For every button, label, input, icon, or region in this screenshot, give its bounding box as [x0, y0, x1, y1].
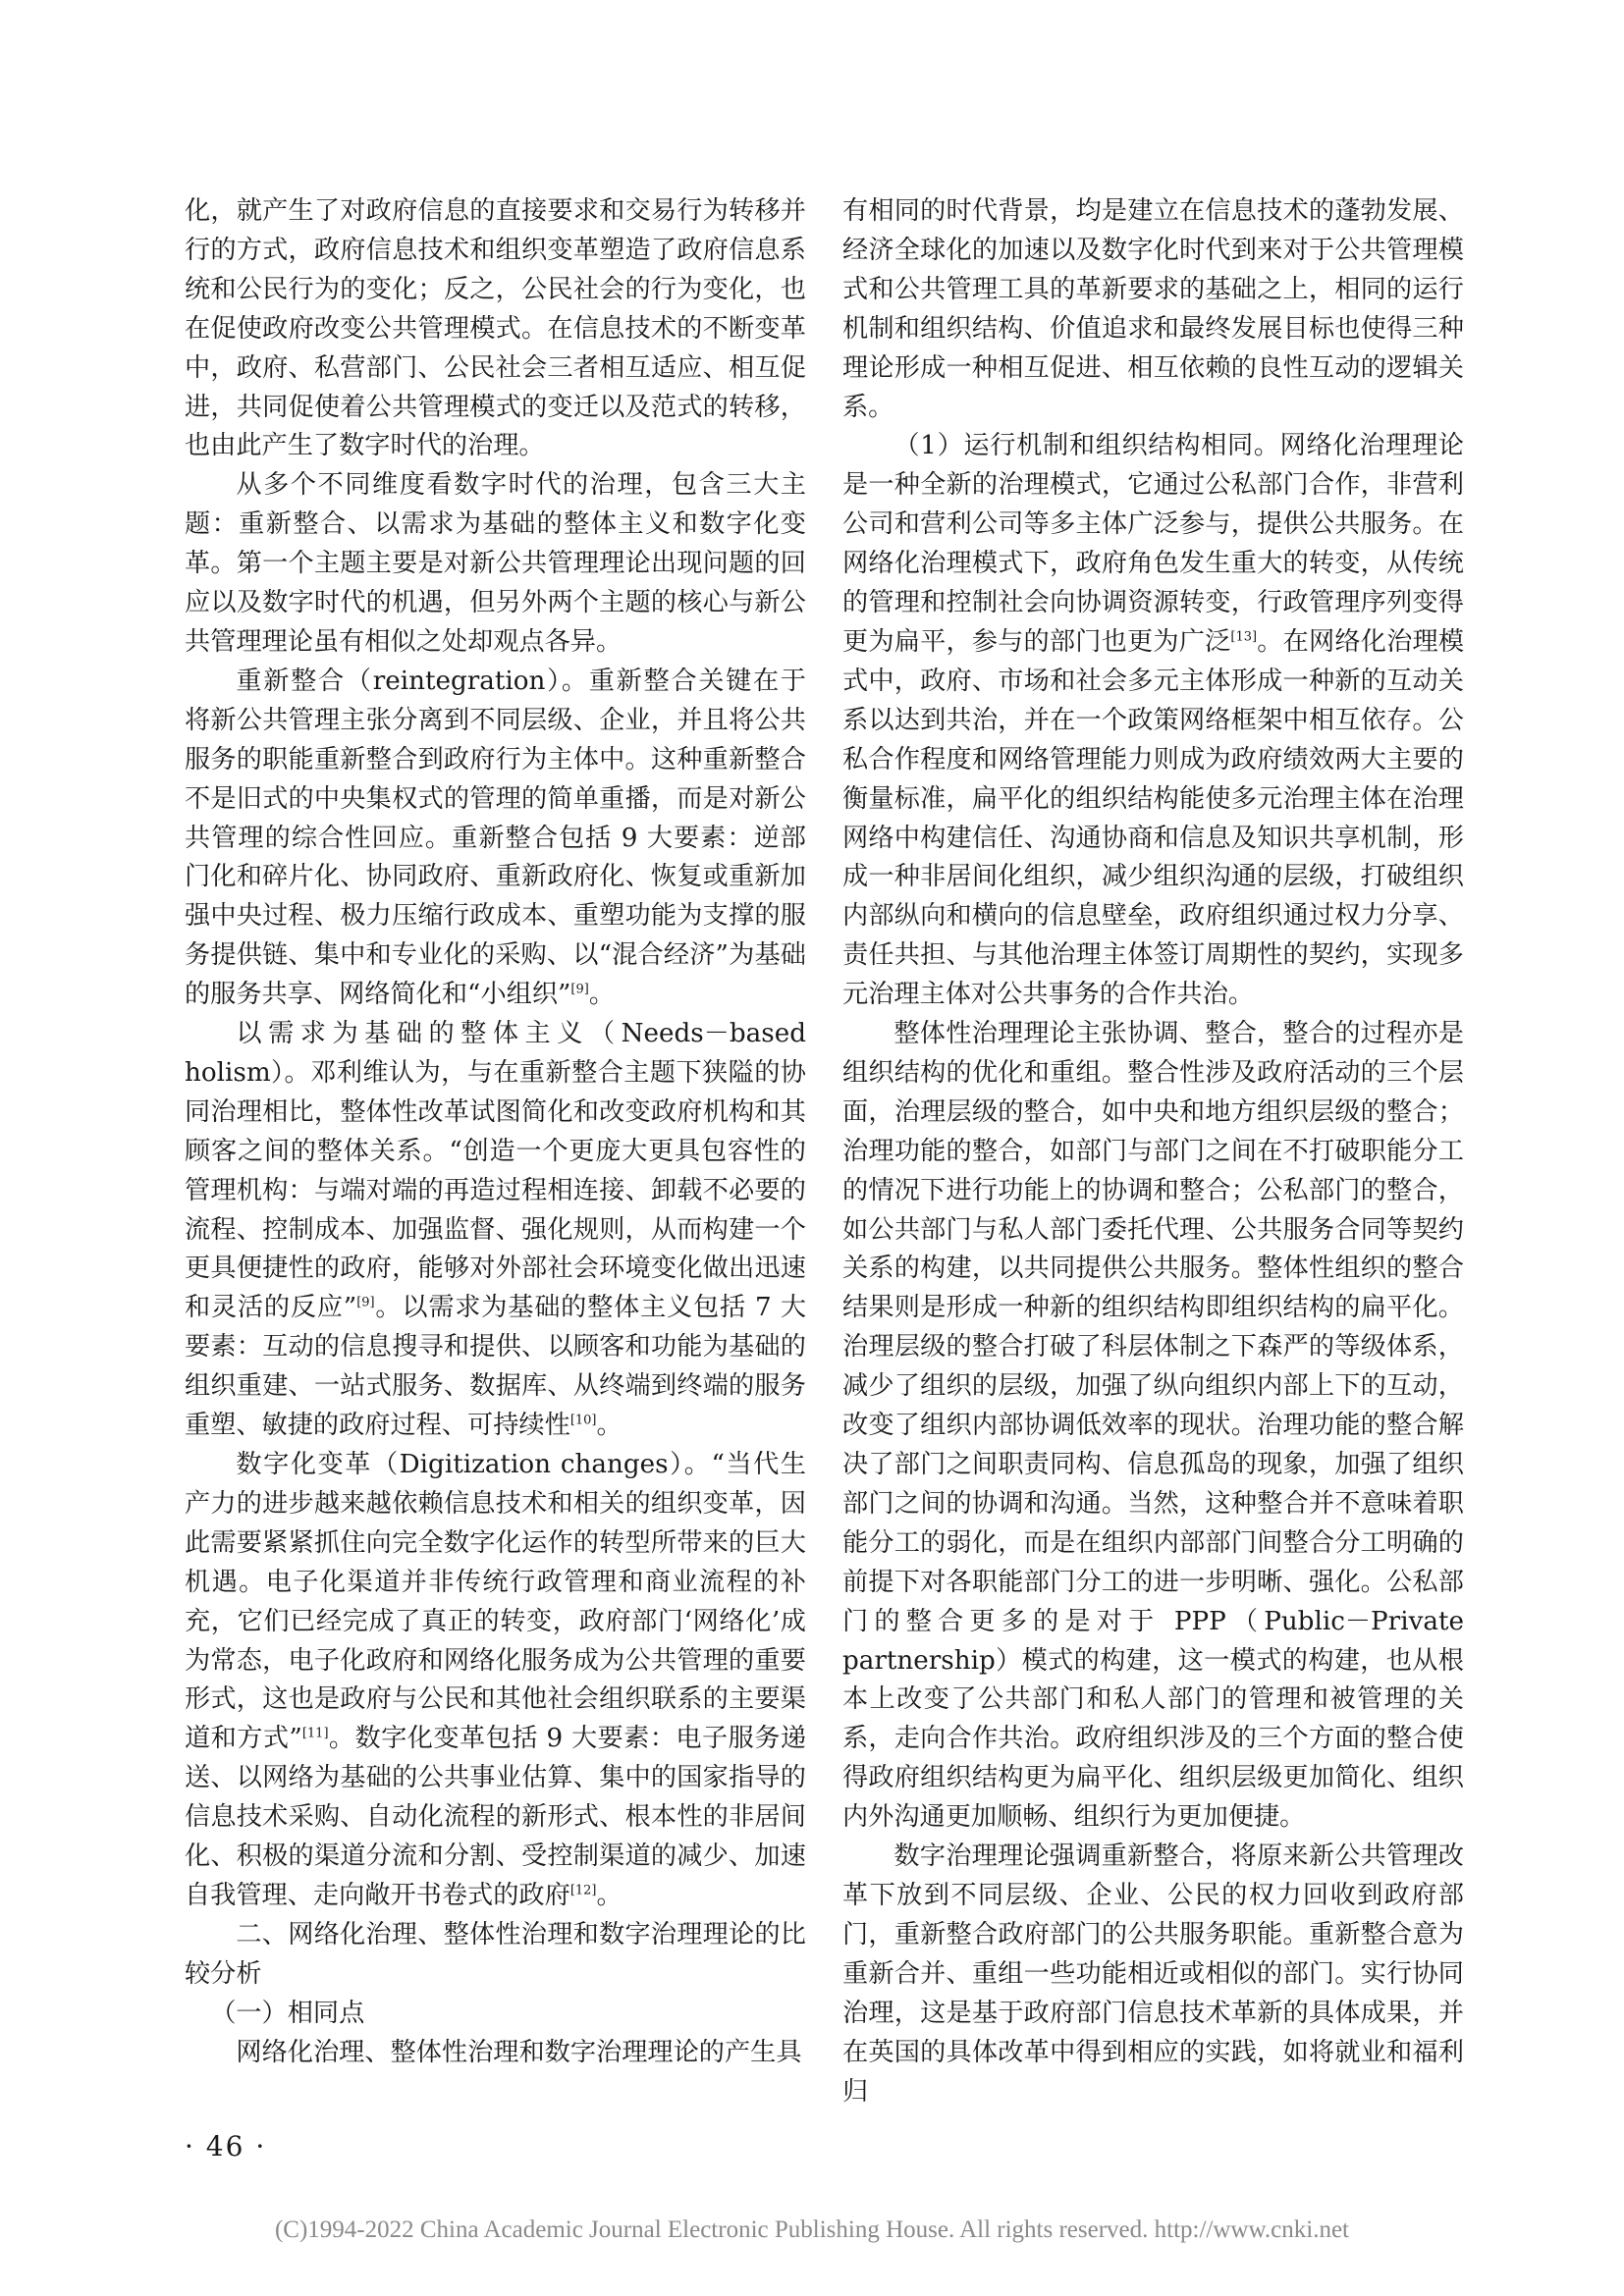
paragraph	[185, 1916, 806, 1995]
paragraph-text: 数字化变革（Digitization changes）。“当代生产力的进步越来越依赖信息技术和相关的组织变革，因此需要紧紧抓住向完全数字化运作的转型所带来的巨大机遇。电子化渠道并非传统行政管理和商业流程的补充，它们已经完成了真正的转变，政府部门‘网络化’成为常态，电子化政府和网络化服务成为公共管理的重要形式，这也是政府与公民和其他社会组织联系的主要渠道和方式”	[185, 1450, 806, 1754]
paragraph-text: 有相同的时代背景，均是建立在信息技术的蓬勃发展、经济全球化的加速以及数字化时代到来对于公共管理模式和公共管理工具的革新要求的基础之上，相同的运行机制和组织结构、价值追求和最终发展目标也使得三种理论形成一种相互促进、相互依赖的良性互动的逻辑关系。	[842, 196, 1464, 422]
paragraph-text: 整体性治理理论主张协调、整合，整合的过程亦是组织结构的优化和重组。整合性涉及政府活动的三个层面，治理层级的整合，如中央和地方组织层级的整合；治理功能的整合，如部门与部门之间在不打破职能分工的情况下进行功能上的协调和整合；公私部门的整合，如公共部门与私人部门委托代理、公共服务合同等契约关系的构建，以共同提供公共服务。整体性组织的整合结果则是形成一种新的组织结构即组织结构的扁平化。治理层级的整合打破了科层体制之下森严的等级体系，减少了组织的层级，加强了纵向组织内部上下的互动，改变了组织内部协调低效率的现状。治理功能的整合解决了部门之间职责同构、信息孤岛的现象，加强了组织部门之间的协调和沟通。当然，这种整合并不意味着职能分工的弱化，而是在组织内部部门间整合分工明确的前提下对各职能部门分工的进一步明晰、强化。公私部门的整合更多的是对于 PPP（Public－Private partnership）模式的构建，这一模式的构建，也从根本上改变了公共部门和私人部门的管理和被管理的关系，走向合作共治。政府组织涉及的三个方面的整合使得政府组织结构更为扁平化、组织层级更加简化、组织内外沟通更加顺畅、组织行为更加便捷。	[842, 1019, 1464, 1833]
paragraph-text: （一）相同点	[210, 1998, 365, 2028]
paragraph-text: 以需求为基础的整体主义（Needs－based holism）。邓利维认为，与在重新整合主题下狭隘的协同治理相比，整体性改革试图简化和改变政府机构和其顾客之间的整体关系。“创造一个更庞大更具包容性的管理机构：与端对端的再造过程相连接、卸载不必要的流程、控制成本、加强监督、强化规则，从而构建一个更具便捷性的政府，能够对外部社会环境变化做出迅速和灵活的反应”	[185, 1019, 806, 1323]
paragraph-text: 。	[596, 1411, 623, 1441]
paragraph-text: 数字治理理论强调重新整合，将原来新公共管理改革下放到不同层级、企业、公民的权力回收到政府部门，重新整合政府部门的公共服务职能。重新整合意为重新合并、重组一些功能相近或相似的部门。实行协同治理，这是基于政府部门信息技术革新的具体成果，并在英国的具体改革中得到相应的实践，如将就业和福利归	[842, 1842, 1464, 2107]
left-column	[185, 192, 806, 2073]
paragraph	[185, 1995, 806, 2034]
paragraph	[842, 1838, 1464, 2111]
citation-ref: [12]	[569, 1883, 597, 1898]
paragraph	[185, 192, 806, 466]
right-column	[842, 192, 1464, 2111]
paragraph	[185, 1446, 806, 1916]
paragraph-text: 网络化治理、整体性治理和数字治理理论的产生具	[236, 2037, 802, 2067]
paragraph	[842, 427, 1464, 1015]
paragraph	[185, 466, 806, 663]
paragraph-text: 。	[588, 980, 616, 1010]
citation-ref: [9]	[570, 982, 589, 997]
paragraph	[185, 2034, 806, 2073]
paragraph-text: 化，就产生了对政府信息的直接要求和交易行为转移并行的方式，政府信息技术和组织变革塑造了政府信息系统和公民行为的变化；反之，公民社会的行为变化，也在促使政府改变公共管理模式。在信息技术的不断变革中，政府、私营部门、公民社会三者相互适应、相互促进，共同促使着公共管理模式的变迁以及范式的转移，也由此产生了数字时代的治理。	[185, 196, 806, 461]
paragraph	[185, 1015, 806, 1446]
citation-ref: [11]	[301, 1726, 329, 1741]
paragraph-text: （1）运行机制和组织结构相同。网络化治理理论是一种全新的治理模式，它通过公私部门合作，非营利公司和营利公司等多主体广泛参与，提供公共服务。在网络化治理模式下，政府角色发生重大的转变，从传统的管理和控制社会向协调资源转变，行政管理序列变得更为扁平，参与的部门也更为广泛	[842, 431, 1464, 657]
paragraph-text: 重新整合（reintegration）。重新整合关键在于将新公共管理主张分离到不同层级、企业，并且将公共服务的职能重新整合到政府行为主体中。这种重新整合不是旧式的中央集权式的管理的简单重播，而是对新公共管理的综合性回应。重新整合包括 9 大要素：逆部门化和碎片化、协同政府、重新政府化、恢复或重新加强中央过程、极力压缩行政成本、重塑功能为支撑的服务提供链、集中和专业化的采购、以“混合经济”为基础的服务共享、网络简化和“小组织”	[185, 666, 806, 1010]
paragraph-text: 二、网络化治理、整体性治理和数字治理理论的比较分析	[185, 1919, 806, 1989]
page-number: · 46 ·	[185, 2130, 267, 2163]
paragraph-text: 。数字化变革包括 9 大要素：电子服务递送、以网络为基础的公共事业估算、集中的国家指导的信息技术采购、自动化流程的新形式、根本性的非居间化、积极的渠道分流和分割、受控制渠道的减少、加速自我管理、走向敞开书卷式的政府	[185, 1724, 807, 1910]
copyright-footer: (C)1994-2022 China Academic Journal Electronic Publishing House. All rights reserved. http://www.cnki.net	[274, 2216, 1350, 2243]
paragraph-text: 从多个不同维度看数字时代的治理，包含三大主题：重新整合、以需求为基础的整体主义和数字化变革。第一个主题主要是对新公共管理理论出现问题的回应以及数字时代的机遇，但另外两个主题的核心与新公共管理理论虽有相似之处却观点各异。	[185, 470, 806, 657]
citation-ref: [13]	[1230, 629, 1258, 645]
paragraph	[185, 663, 806, 1015]
paragraph-text: 。在网络化治理模式中，政府、市场和社会多元主体形成一种新的互动关系以达到共治，并在一个政策网络框架中相互依存。公私合作程度和网络管理能力则成为政府绩效两大主要的衡量标准，扁平化的组织结构能使多元治理主体在治理网络中构建信任、沟通协商和信息及知识共享机制，形成一种非居间化组织，减少组织沟通的层级，打破组织内部纵向和横向的信息壁垒，政府组织通过权力分享、责任共担、与其他治理主体签订周期性的契约，实现多元治理主体对公共事务的合作共治。	[842, 626, 1465, 1010]
paragraph	[842, 1015, 1464, 1838]
citation-ref: [9]	[356, 1295, 375, 1310]
citation-ref: [10]	[569, 1413, 597, 1428]
paragraph-text: 。	[596, 1880, 623, 1910]
paragraph-text: 。以需求为基础的整体主义包括 7 大要素：互动的信息搜寻和提供、以顾客和功能为基础的组织重建、一站式服务、数据库、从终端到终端的服务重塑、敏捷的政府过程、可持续性	[185, 1293, 807, 1441]
paragraph	[842, 192, 1464, 427]
